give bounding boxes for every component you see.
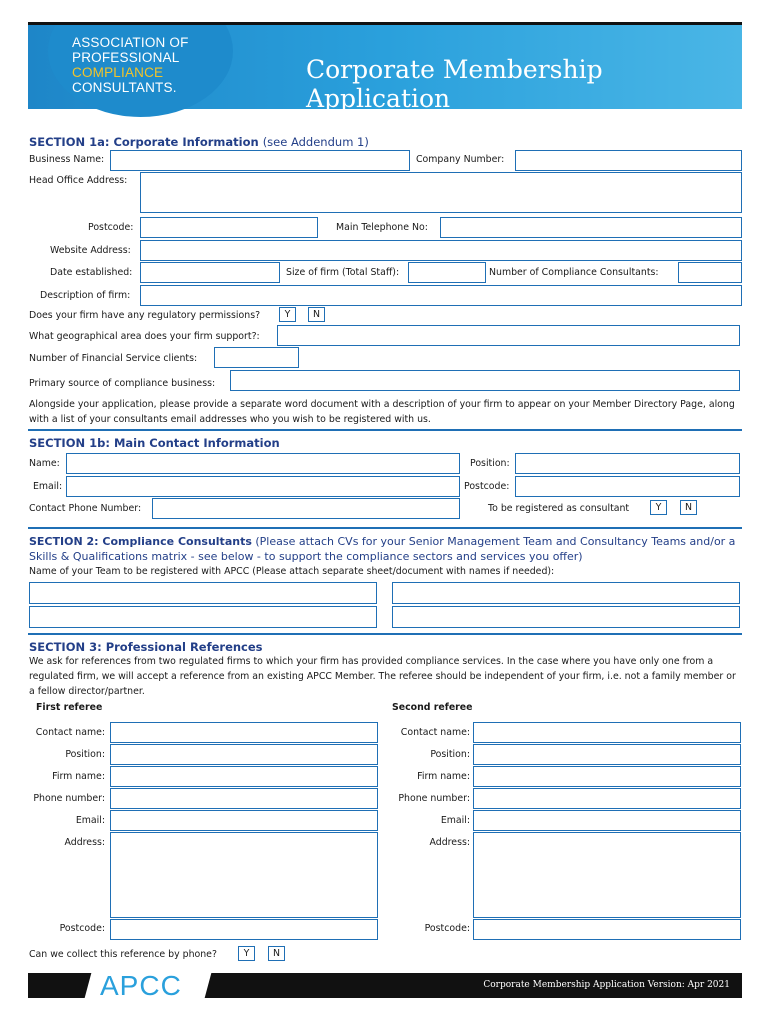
team-name-field[interactable]: [29, 582, 377, 604]
postcode-field[interactable]: [140, 217, 318, 238]
regulatory-permissions-label: Does your firm have any regulatory permissions?: [29, 310, 261, 321]
ref2-position-label: Position:: [430, 749, 470, 760]
ref1-address-label: Address:: [64, 837, 105, 848]
date-established-field[interactable]: [140, 262, 280, 283]
main-telephone-field[interactable]: [440, 217, 742, 238]
team-name-field[interactable]: [29, 606, 377, 628]
ref2-phone-label: Phone number:: [398, 793, 470, 804]
ref2-contact-name-field[interactable]: [473, 722, 741, 743]
header-banner: [28, 25, 742, 119]
position-field[interactable]: [515, 453, 740, 474]
size-of-firm-field[interactable]: [408, 262, 486, 283]
ref2-postcode-field[interactable]: [473, 919, 741, 940]
collect-by-phone-label: Can we collect this reference by phone?: [29, 949, 217, 960]
ref2-email-field[interactable]: [473, 810, 741, 831]
main-telephone-label: Main Telephone No:: [336, 222, 428, 233]
footer-version: Corporate Membership Application Version: Apr 2021: [483, 980, 730, 990]
ref2-postcode-label: Postcode:: [424, 923, 470, 934]
primary-source-label: Primary source of compliance business:: [29, 378, 216, 389]
page-title: Corporate Membership Application: [306, 55, 603, 113]
section-heading-text: SECTION 1a: Corporate Information: [29, 135, 259, 149]
size-of-firm-label: Size of firm (Total Staff):: [286, 267, 400, 278]
ref2-email-label: Email:: [440, 815, 470, 826]
email-field[interactable]: [66, 476, 460, 497]
ref1-postcode-label: Postcode:: [59, 923, 105, 934]
geo-area-field[interactable]: [277, 325, 740, 346]
register-consultant-label: To be registered as consultant: [488, 503, 630, 514]
ref1-firm-name-field[interactable]: [110, 766, 378, 787]
ref1-contact-name-label: Contact name:: [35, 727, 105, 738]
ref1-email-label: Email:: [75, 815, 105, 826]
date-established-label: Date established:: [50, 267, 133, 278]
description-label: Description of firm:: [40, 290, 131, 301]
ref2-address-field[interactable]: [473, 832, 741, 918]
section-divider: [28, 429, 742, 431]
ref2-contact-name-label: Contact name:: [400, 727, 470, 738]
contact-postcode-field[interactable]: [515, 476, 740, 497]
ref1-phone-label: Phone number:: [33, 793, 105, 804]
references-intro: We ask for references from two regulated firms to which your firm has provided compliance services. In the case where you have only one from a regulated firm, we will accept a reference from an existing APCC Member. The referee should be independent of your firm, i.e. not a family member or a fellow director/partner.: [29, 656, 736, 697]
logo-line: ASSOCIATION OF: [72, 35, 189, 50]
section-heading-text: SECTION 2: Compliance Consultants: [29, 535, 252, 548]
position-label: Position:: [470, 458, 510, 469]
team-name-field[interactable]: [392, 582, 740, 604]
first-referee-heading: First referee: [36, 702, 103, 713]
primary-source-field[interactable]: [230, 370, 740, 391]
footer-bar: [28, 970, 742, 1001]
team-name-label: Name of your Team to be registered with APCC (Please attach separate sheet/document with names if needed):: [29, 566, 555, 577]
section-1a-heading: [29, 135, 369, 149]
ref2-firm-name-field[interactable]: [473, 766, 741, 787]
name-label: Name:: [29, 458, 60, 469]
section-3-heading: SECTION 3: Professional References: [29, 640, 263, 654]
section-note: (Please attach CVs for your Senior Management Team and Consultancy Teams and/or a Skills & Qualifications matrix - see below - to support the compliance sectors and services you offer): [29, 535, 736, 563]
name-field[interactable]: [66, 453, 460, 474]
collect-yes-checkbox[interactable]: Y: [238, 946, 255, 961]
ref2-firm-name-label: Firm name:: [417, 771, 470, 782]
company-number-label: Company Number:: [416, 154, 505, 165]
website-label: Website Address:: [50, 245, 131, 256]
num-consultants-field[interactable]: [678, 262, 742, 283]
contact-postcode-label: Postcode:: [464, 481, 510, 492]
section-1b-heading: SECTION 1b: Main Contact Information: [29, 436, 280, 450]
logo-line: PROFESSIONAL: [72, 50, 180, 65]
section-2-heading: [29, 534, 741, 564]
business-name-field[interactable]: [110, 150, 410, 171]
collect-no-checkbox[interactable]: N: [268, 946, 285, 961]
email-label: Email:: [33, 481, 63, 492]
description-field[interactable]: [140, 285, 742, 306]
section-note: (see Addendum 1): [262, 135, 369, 149]
ref1-postcode-field[interactable]: [110, 919, 378, 940]
team-name-field[interactable]: [392, 606, 740, 628]
apcc-logo: [72, 35, 189, 95]
head-office-label: Head Office Address:: [29, 175, 128, 186]
logo-line: COMPLIANCE: [72, 65, 164, 80]
postcode-label: Postcode:: [88, 222, 134, 233]
section-divider: [28, 527, 742, 529]
head-office-field[interactable]: [140, 172, 742, 213]
ref1-position-field[interactable]: [110, 744, 378, 765]
contact-phone-label: Contact Phone Number:: [29, 503, 142, 514]
contact-phone-field[interactable]: [152, 498, 460, 519]
ref2-address-label: Address:: [429, 837, 470, 848]
geo-area-label: What geographical area does your firm support?:: [29, 331, 260, 342]
ref2-position-field[interactable]: [473, 744, 741, 765]
ref1-email-field[interactable]: [110, 810, 378, 831]
ref1-phone-field[interactable]: [110, 788, 378, 809]
business-name-label: Business Name:: [29, 154, 105, 165]
ref2-phone-field[interactable]: [473, 788, 741, 809]
company-number-field[interactable]: [515, 150, 742, 171]
footer-brand: APCC: [100, 970, 182, 1001]
register-yes-checkbox[interactable]: Y: [650, 500, 667, 515]
register-no-checkbox[interactable]: N: [680, 500, 697, 515]
ref1-position-label: Position:: [65, 749, 105, 760]
website-field[interactable]: [140, 240, 742, 261]
fin-clients-label: Number of Financial Service clients:: [29, 353, 198, 364]
ref1-firm-name-label: Firm name:: [52, 771, 105, 782]
reg-perm-yes-checkbox[interactable]: Y: [279, 307, 296, 322]
logo-line: CONSULTANTS.: [72, 80, 177, 95]
num-consultants-label: Number of Compliance Consultants:: [489, 267, 659, 278]
second-referee-heading: Second referee: [392, 702, 473, 713]
section-divider: [28, 633, 742, 635]
ref1-contact-name-field[interactable]: [110, 722, 378, 743]
fin-clients-field[interactable]: [214, 347, 299, 368]
ref1-address-field[interactable]: [110, 832, 378, 918]
alongside-paragraph: Alongside your application, please provide a separate word document with a description of your firm to appear on your Member Directory Page, along with a list of your consultants email addresses who you wish to be registered with us.: [29, 399, 735, 425]
reg-perm-no-checkbox[interactable]: N: [308, 307, 325, 322]
